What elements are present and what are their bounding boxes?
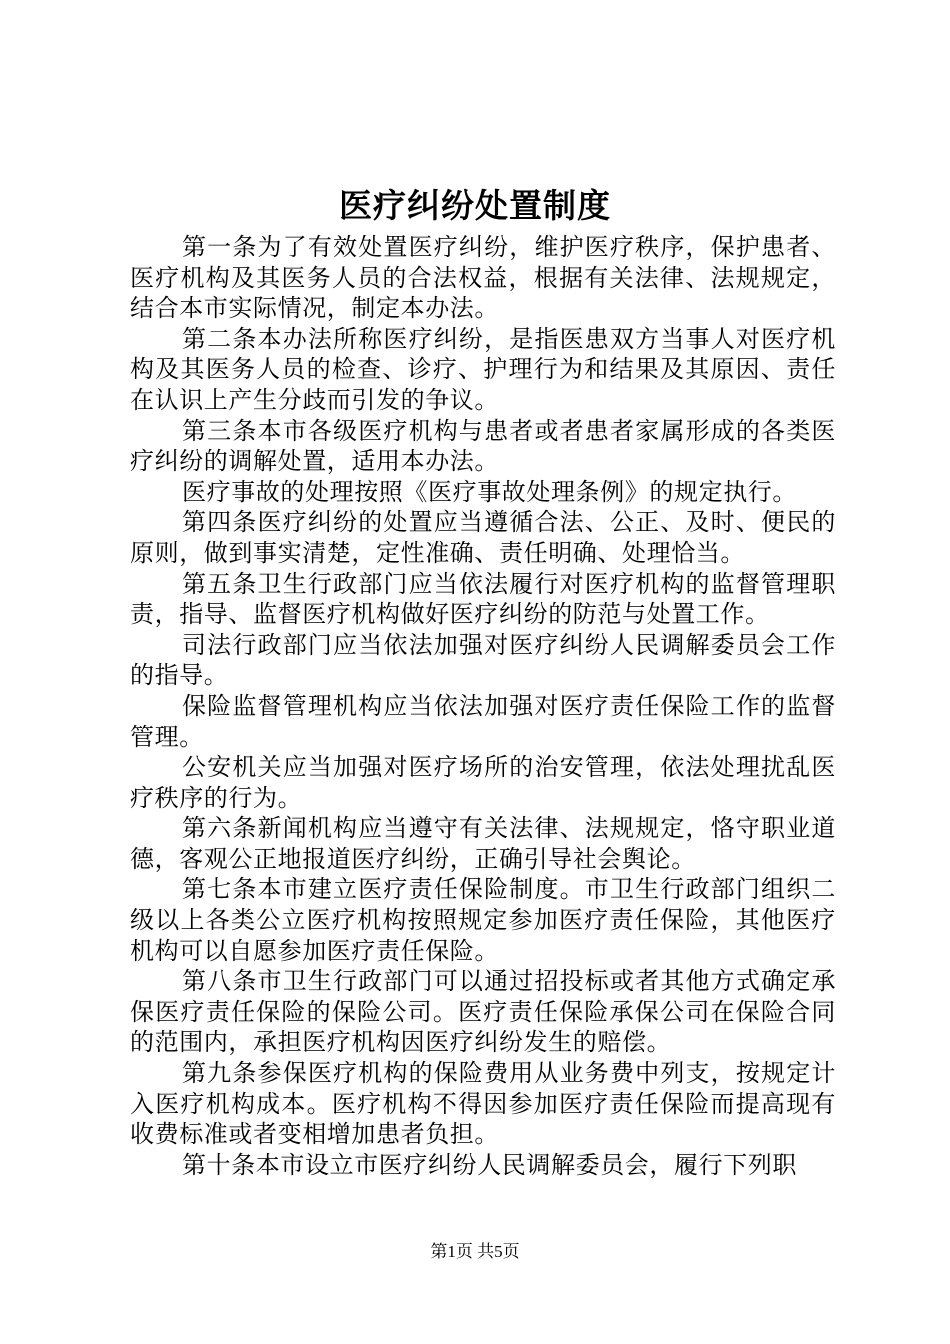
paragraph-7: 司法行政部门应当依法加强对医疗纠纷人民调解委员会工作的指导。: [130, 630, 836, 690]
document-title: 医疗纠纷处置制度: [339, 186, 611, 225]
page-footer: 第1页 共5页: [430, 1242, 520, 1261]
paragraph-9: 公安机关应当加强对医疗场所的治安管理，依法处理扰乱医疗秩序的行为。: [130, 753, 836, 812]
paragraph-8: 保险监督管理机构应当依法加强对医疗责任保险工作的监督管理。: [130, 691, 836, 751]
paragraph-1: 第一条为了有效处置医疗纠纷，维护医疗秩序，保护患者、医疗机构及其医务人员的合法权益，根据有关法律、法规规定，结合本市实际情况，制定本办法。: [130, 233, 836, 323]
paragraph-2: 第二条本办法所称医疗纠纷，是指医患双方当事人对医疗机构及其医务人员的检查、诊疗、护理行为和结果及其原因、责任在认识上产生分歧而引发的争议。: [130, 324, 836, 414]
paragraph-12: 第八条市卫生行政部门可以通过招投标或者其他方式确定承保医疗责任保险的保险公司。医疗责任保险承保公司在保险合同的范围内，承担医疗机构因医疗纠纷发生的赔偿。: [130, 967, 836, 1057]
paragraph-6: 第五条卫生行政部门应当依法履行对医疗机构的监督管理职责，指导、监督医疗机构做好医疗纠纷的防范与处置工作。: [130, 569, 836, 629]
paragraph-13: 第九条参保医疗机构的保险费用从业务费中列支，按规定计入医疗机构成本。医疗机构不得因参加医疗责任保险而提高现有收费标准或者变相增加患者负担。: [130, 1059, 836, 1149]
document-body: [130, 232, 836, 1180]
paragraph-3: 第三条本市各级医疗机构与患者或者患者家属形成的各类医疗纠纷的调解处置，适用本办法。: [130, 416, 836, 476]
paragraph-11: 第七条本市建立医疗责任保险制度。市卫生行政部门组织二级以上各类公立医疗机构按照规定参加医疗责任保险，其他医疗机构可以自愿参加医疗责任保险。: [130, 875, 836, 965]
paragraph-14: 第十条本市设立市医疗纠纷人民调解委员会，履行下列职: [182, 1150, 797, 1179]
paragraph-10: 第六条新闻机构应当遵守有关法律、法规规定，恪守职业道德，客观公正地报道医疗纠纷，正确引导社会舆论。: [130, 814, 836, 873]
paragraph-5: 第四条医疗纠纷的处置应当遵循合法、公正、及时、便民的原则，做到事实清楚，定性准确、责任明确、处理恰当。: [130, 508, 836, 567]
paragraph-4: 医疗事故的处理按照《医疗事故处理条例》的规定执行。: [182, 477, 797, 506]
